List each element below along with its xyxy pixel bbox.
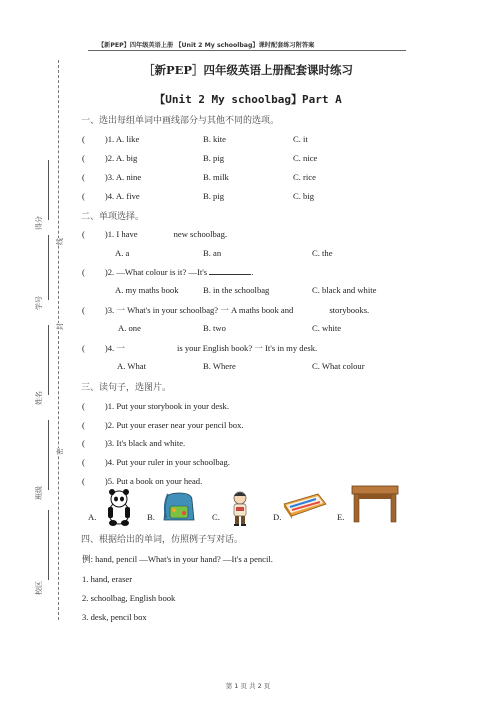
s1-q4: ( )4. A. five (82, 191, 140, 201)
s1-q1-b: B. kite (203, 134, 226, 144)
desk-image (350, 482, 400, 524)
schoolbag-image (160, 490, 198, 524)
section-4-heading: 四、根据给出的单词，仿照例子写对话。 (81, 535, 244, 545)
s4-q2: 2. schoolbag, English book (82, 593, 176, 603)
page-number: 第 1 页 共 2 页 (225, 682, 271, 690)
page-header: 【新PEP】四年级英语上册 【Unit 2 My schoolbag】课时配套练习附答案 (98, 42, 315, 49)
seal-mi: 密 (56, 448, 64, 455)
s2-q3-stem: ( )3. 一 What's in your schoolbag? 一 A maths book and storybooks. (82, 305, 370, 315)
option-b-label: B. (147, 512, 155, 522)
s2-q1-a: A. a (115, 248, 130, 258)
s4-q1: 1. hand, eraser (82, 574, 133, 584)
s3-q2: ( )2. Put your eraser near your pencil box. (82, 420, 244, 430)
s2-q1-stem: ( )1. I have new schoolbag. (82, 229, 228, 239)
s2-q4-c: C. What colour (312, 361, 365, 371)
s2-q3-a: A. one (118, 323, 141, 333)
s2-q4-b: B. Where (203, 361, 236, 371)
class-blank (48, 420, 49, 490)
s2-q2-blank[interactable] (209, 266, 251, 275)
header-divider (88, 50, 406, 51)
seal-feng: 封 (56, 323, 64, 330)
name-blank (48, 325, 49, 395)
option-c-label: C. (212, 512, 220, 522)
seal-xian: 线 (56, 238, 64, 245)
s2-q4-stem: ( )4. 一 is your English book? 一 It's in my desk. (82, 343, 318, 353)
section-3-heading: 三、读句子，选图片。 (81, 383, 172, 393)
s1-q4-c: C. big (293, 191, 315, 201)
s2-q3-c: C. white (312, 323, 342, 333)
s1-q2-b: B. pig (203, 153, 225, 163)
option-e-label: E. (337, 512, 345, 522)
score-blank (48, 160, 49, 220)
s3-q3: ( )3. It's black and white. (82, 438, 186, 448)
s1-q1: ( )1. A. like (82, 134, 140, 144)
page-title: ［新PEP］四年级英语上册配套课时练习 (142, 63, 354, 77)
binding-dashed-line (58, 60, 59, 620)
class-label: 班级 (35, 486, 43, 500)
boy-image (229, 490, 251, 528)
binding-sidebar (10, 60, 64, 620)
score-label: 得分 (35, 216, 43, 230)
s3-q1: ( )1. Put your storybook in your desk. (82, 401, 230, 411)
number-blank (48, 235, 49, 300)
option-a-label: A. (88, 512, 97, 522)
s2-q2-stem: ( )2. —What colour is it? —It's . (82, 267, 254, 277)
school-blank (48, 510, 49, 580)
s1-q3: ( )3. A. nine (82, 172, 142, 182)
s2-q2-b: B. in the schoolbag (203, 285, 270, 295)
s4-example: 例: hand, pencil —What's in your hand? —It's a pencil. (82, 554, 273, 564)
s2-q2-a: A. my maths book (115, 285, 179, 295)
s3-q5: ( )5. Put a book on your head. (82, 476, 203, 486)
s3-q4: ( )4. Put your ruler in your schoolbag. (82, 457, 230, 467)
s1-q2-c: C. nice (293, 153, 318, 163)
name-label: 姓名 (35, 391, 43, 405)
page-subtitle: 【Unit 2 My schoolbag】Part A (154, 93, 342, 106)
section-1-heading: 一、选出每组单词中画线部分与其他不同的选项。 (81, 116, 280, 126)
option-d-label: D. (273, 512, 282, 522)
pencil-box-image (280, 490, 328, 520)
s2-q4-a: A. What (117, 361, 146, 371)
number-label: 学号 (35, 296, 43, 310)
s4-q3: 3. desk, pencil box (82, 612, 147, 622)
s2-q2-c: C. black and white (312, 285, 377, 295)
s1-q2: ( )2. A. big (82, 153, 138, 163)
section-2-heading: 二、单项选择。 (81, 212, 145, 222)
s2-q1-c: C. the (312, 248, 333, 258)
school-label: 校区 (35, 581, 43, 595)
s1-q3-b: B. milk (203, 172, 229, 182)
s2-q3-b: B. two (203, 323, 226, 333)
panda-image (104, 488, 134, 526)
s1-q1-c: C. it (293, 134, 308, 144)
s1-q3-c: C. rice (293, 172, 316, 182)
s2-q1-b: B. an (203, 248, 222, 258)
s1-q4-b: B. pig (203, 191, 225, 201)
